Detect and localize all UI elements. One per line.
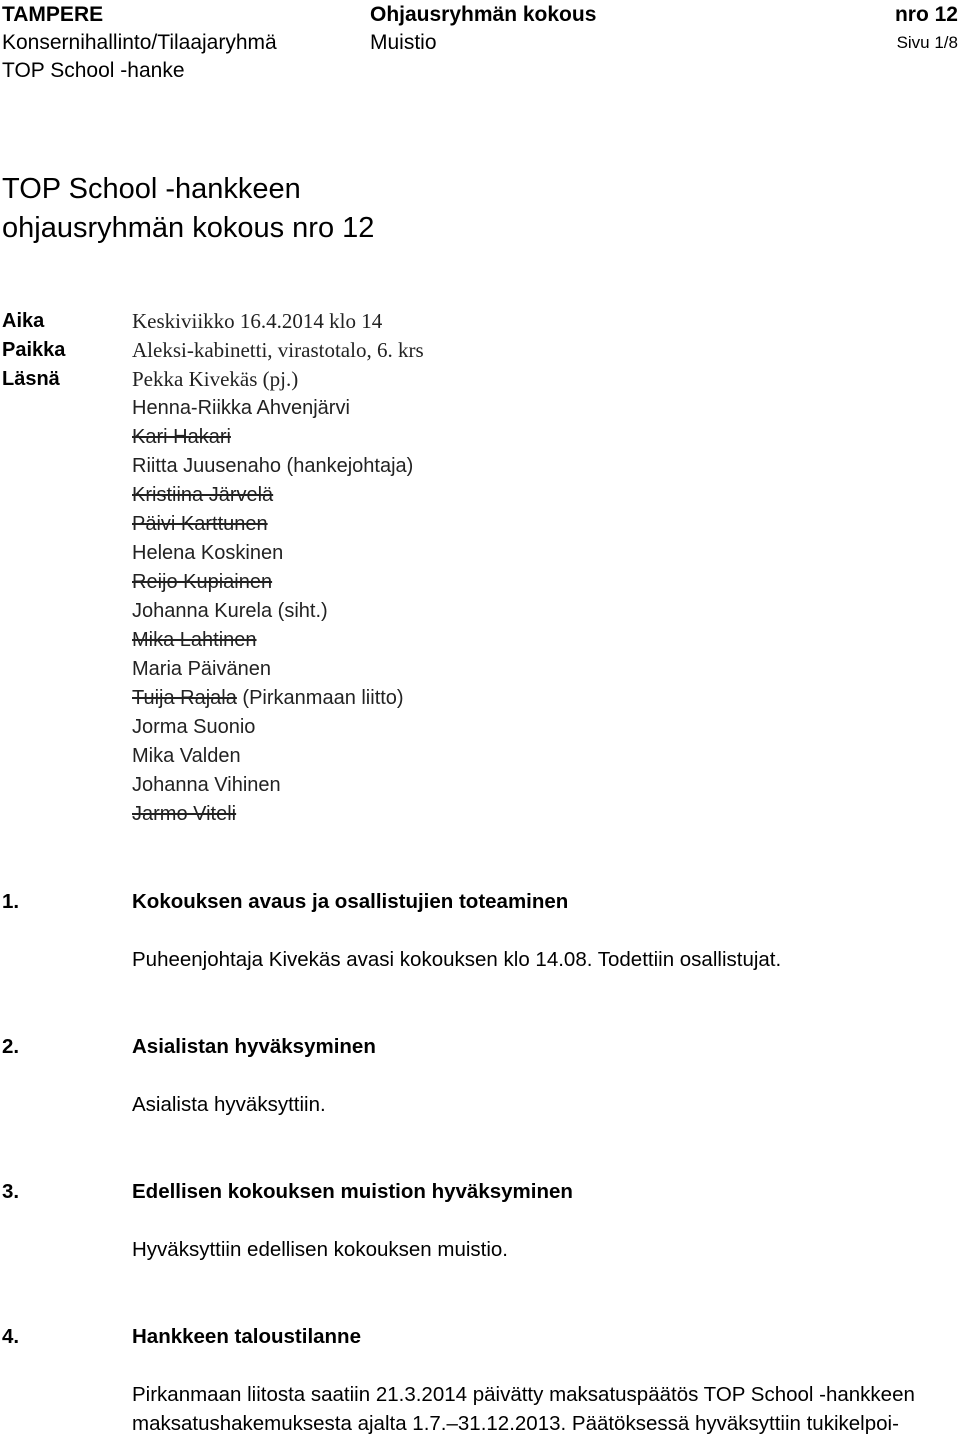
attendee: Henna-Riikka Ahvenjärvi <box>132 397 350 419</box>
attendee: Maria Päivänen <box>132 658 271 680</box>
section-body-line: Pirkanmaan liitosta saatiin 21.3.2014 päivätty maksatuspäätös TOP School -hankkeen <box>132 1383 915 1406</box>
header-number: nro 12 <box>894 3 958 26</box>
time-value: Keskiviikko 16.4.2014 klo 14 <box>132 309 383 333</box>
section-heading <box>2 1322 952 1352</box>
place-value: Aleksi-kabinetti, virastotalo, 6. krs <box>132 338 424 362</box>
meeting-details <box>2 307 942 829</box>
section-heading <box>2 1032 952 1062</box>
section-body: Puheenjohtaja Kivekäs avasi kokouksen klo 14.08. Todettiin osallistujat. <box>132 948 782 971</box>
section-body-line: maksatushakemuksesta ajalta 1.7.–31.12.2013. Päätöksessä hyväksyttiin tukikelpoi- <box>132 1412 899 1435</box>
header-project: TOP School -hanke <box>2 59 185 82</box>
agenda-section <box>2 1322 952 1438</box>
section-title: Edellisen kokouksen muistion hyväksyminen <box>132 1180 573 1203</box>
title-line-1: TOP School -hankkeen <box>2 173 301 205</box>
section-number: 4. <box>2 1325 20 1348</box>
present-row <box>2 365 942 394</box>
attendee-absent: Päivi Karttunen <box>132 513 268 535</box>
time-label: Aika <box>2 310 45 332</box>
section-number: 1. <box>2 890 20 913</box>
section-title: Kokouksen avaus ja osallistujien toteaminen <box>132 890 569 913</box>
section-heading <box>2 1177 952 1207</box>
document-header <box>0 0 960 90</box>
attendee-absent: Jarmo Viteli <box>132 803 237 825</box>
attendee-absent: Tuija Rajala <box>132 687 237 709</box>
section-heading <box>2 887 952 917</box>
title-line-2: ohjausryhmän kokous nro 12 <box>2 212 375 244</box>
header-page: Sivu 1/8 <box>896 33 958 52</box>
header-doc-type: Muistio <box>370 31 437 54</box>
section-body: Hyväksyttiin edellisen kokouksen muistio. <box>132 1238 508 1261</box>
place-label: Paikka <box>2 339 66 361</box>
attendee: Helena Koskinen <box>132 542 284 564</box>
section-title: Hankkeen taloustilanne <box>132 1325 361 1348</box>
attendee: Pekka Kivekäs (pj.) <box>132 367 299 391</box>
section-title: Asialistan hyväksyminen <box>132 1035 376 1058</box>
attendee-affiliation: (Pirkanmaan liitto) <box>236 687 404 709</box>
attendee: Johanna Vihinen <box>132 774 281 796</box>
attendee: Mika Valden <box>132 745 241 767</box>
attendee-absent: Kari Hakari <box>132 426 231 448</box>
agenda-section <box>2 1177 952 1264</box>
attendee: Riitta Juusenaho (hankejohtaja) <box>132 455 414 477</box>
attendee-absent: Kristiina Järvelä <box>132 484 274 506</box>
agenda-section <box>2 1032 952 1119</box>
time-row <box>2 307 942 336</box>
section-number: 2. <box>2 1035 20 1058</box>
page-title <box>2 170 374 248</box>
attendee: Johanna Kurela (siht.) <box>132 600 328 622</box>
place-row <box>2 336 942 365</box>
attendee-absent: Mika Lahtinen <box>132 629 257 651</box>
header-org: TAMPERE <box>2 3 104 26</box>
section-number: 3. <box>2 1180 20 1203</box>
present-label: Läsnä <box>2 368 60 390</box>
header-doc-title: Ohjausryhmän kokous <box>370 3 597 26</box>
agenda-section <box>2 887 952 974</box>
attendee-absent: Reijo Kupiainen <box>132 571 273 593</box>
attendee: Jorma Suonio <box>132 716 256 738</box>
section-body: Asialista hyväksyttiin. <box>132 1093 326 1116</box>
header-unit: Konsernihallinto/Tilaajaryhmä <box>2 31 277 54</box>
